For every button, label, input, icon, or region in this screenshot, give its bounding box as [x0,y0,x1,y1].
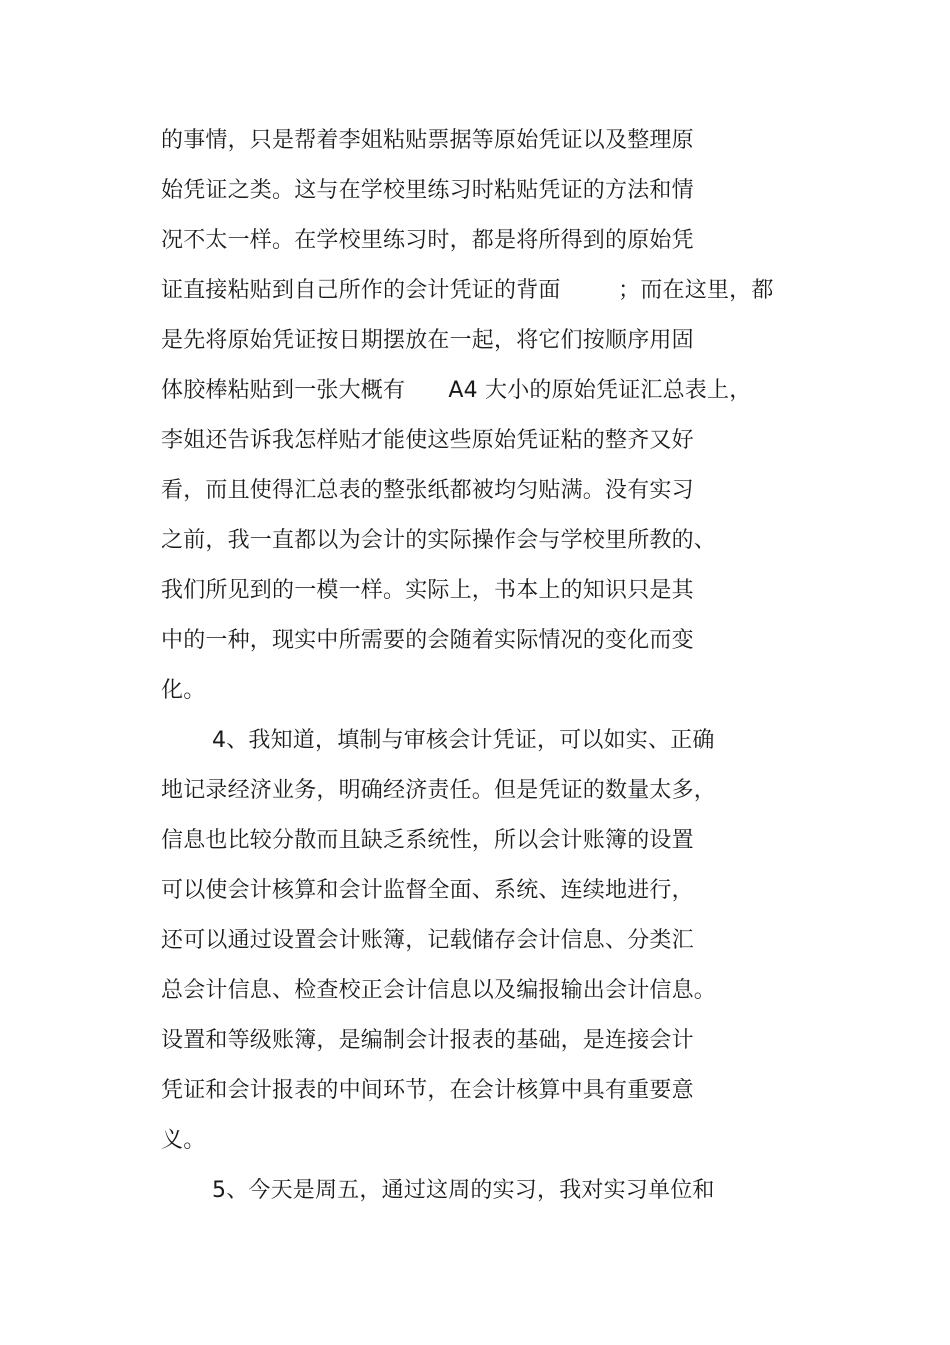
text-line: 地记录经济业务，明确经济责任。但是凭证的数量太多， [161,778,717,803]
text-line: 还可以通过设置会计账簿，记载储存会计信息、分类汇 [161,928,694,953]
text-line: 信息也比较分散而且缺乏系统性，所以会计账簿的设置 [161,828,694,853]
text-line: 可以使会计核算和会计监督全面、系统、连续地进行， [161,878,694,903]
text-line: 始凭证之类。这与在学校里练习时粘贴凭证的方法和情 [161,178,694,203]
text-line: 体胶棒粘贴到一张大概有 A4 大小的原始凭证汇总表上， [161,378,752,403]
text-line: 李姐还告诉我怎样贴才能使这些原始凭证粘的整齐又好 [161,428,694,453]
text-line: 设置和等级账簿，是编制会计报表的基础，是连接会计 [161,1028,694,1053]
text-line: 凭证和会计报表的中间环节，在会计核算中具有重要意 [161,1078,694,1103]
text-line: 化。 [161,678,206,703]
paragraph-start-line: 4、我知道，填制与审核会计凭证，可以如实、正确 [212,728,715,753]
text-line: 我们所见到的一模一样。实际上，书本上的知识只是其 [161,578,694,603]
text-line: 总会计信息、检查校正会计信息以及编报输出会计信息。 [161,978,717,1003]
text-line: 看，而且使得汇总表的整张纸都被均匀贴满。没有实习 [161,478,694,503]
text-line: 证直接粘贴到自己所作的会计凭证的背面 ；而在这里，都 [161,278,774,303]
text-line: 的事情，只是帮着李姐粘贴票据等原始凭证以及整理原 [161,128,694,153]
text-line: 义。 [161,1128,206,1153]
text-line: 之前，我一直都以为会计的实际操作会与学校里所教的、 [161,528,717,553]
text-line: 况不太一样。在学校里练习时，都是将所得到的原始凭 [161,228,694,253]
paragraph-start-line: 5、今天是周五，通过这周的实习，我对实习单位和 [212,1178,715,1203]
text-line: 是先将原始凭证按日期摆放在一起，将它们按顺序用固 [161,328,694,353]
text-line: 中的一种，现实中所需要的会随着实际情况的变化而变 [161,628,694,653]
